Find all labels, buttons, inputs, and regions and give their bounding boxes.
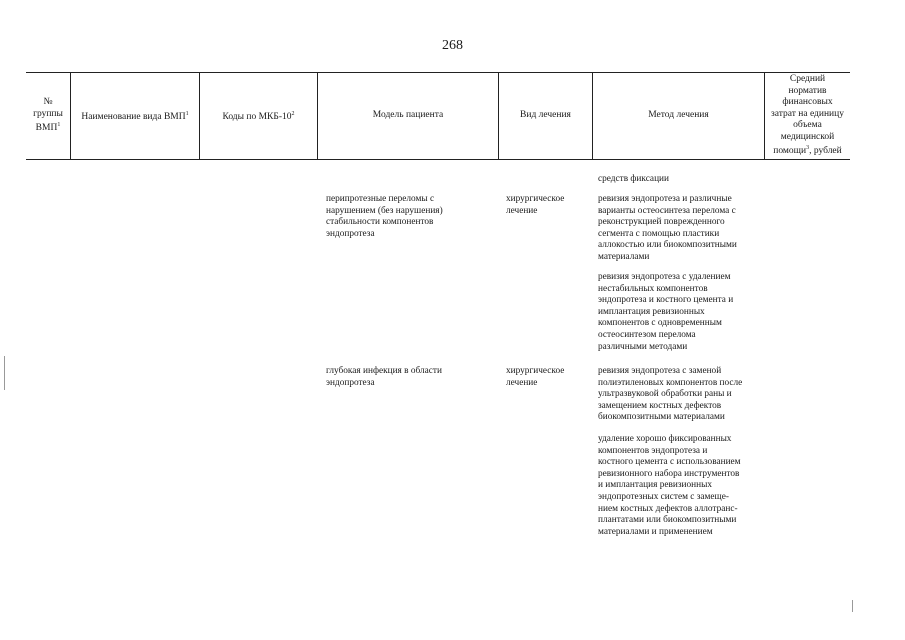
header-mkb-codes: Коды по МКБ-$10^2$	[222, 110, 295, 122]
treatment-type-text: хирургическое лечение	[506, 194, 565, 216]
header-treatment-type: Вид лечения	[520, 110, 571, 121]
scan-margin-mark	[852, 600, 853, 612]
header-treatment-method: Метод лечения	[648, 110, 709, 121]
header-group-no: № группы ВМП$^1$	[33, 97, 63, 134]
method-text: ревизия эндопротеза с заменой полиэтиленовых компонентов после ультразвуковой обработки раны и замещением костных дефектов биокомпозитными материалами	[598, 366, 743, 423]
patient-model-text: глубокая инфекция в области эндопротеза	[326, 366, 442, 388]
header-patient-model: Модель пациента	[372, 110, 444, 121]
scan-margin-mark	[4, 356, 5, 390]
header-cost-norm: Средний норматив финансовых затрат на единицу объема медицинской помощи$^3$, рублей	[771, 74, 844, 157]
table-header	[26, 72, 850, 160]
method-text: средств фиксации	[598, 174, 669, 184]
page-number: 268	[442, 38, 463, 53]
method-text: удаление хорошо фиксированных компонентов эндопротеза и костного цемента с использованием ревизионного набора инструментов и имплантация ревизионных эндопротезных систем с замеще- нием костных дефектов аллотранс- плантатами или биокомпозитными материалами и применением	[598, 434, 741, 537]
method-text: ревизия эндопротеза с удалением нестабильных компонентов эндопротеза и костного цемента и имплантация ревизионных компонентов с одновременным остеосинтезом перелома различными методами	[598, 272, 734, 352]
patient-model-text: перипротезные переломы с нарушением (без нарушения) стабильности компонентов эндопротеза	[326, 194, 443, 239]
header-vmp-name: Наименование вида ВМП$^1$	[81, 110, 189, 122]
treatment-type-text: хирургическое лечение	[506, 366, 565, 388]
method-text: ревизия эндопротеза и различные варианты остеосинтеза перелома с реконструкцией поврежденного сегмента с помощью пластики аллокостью или биокомпозитными материалами	[598, 194, 737, 262]
